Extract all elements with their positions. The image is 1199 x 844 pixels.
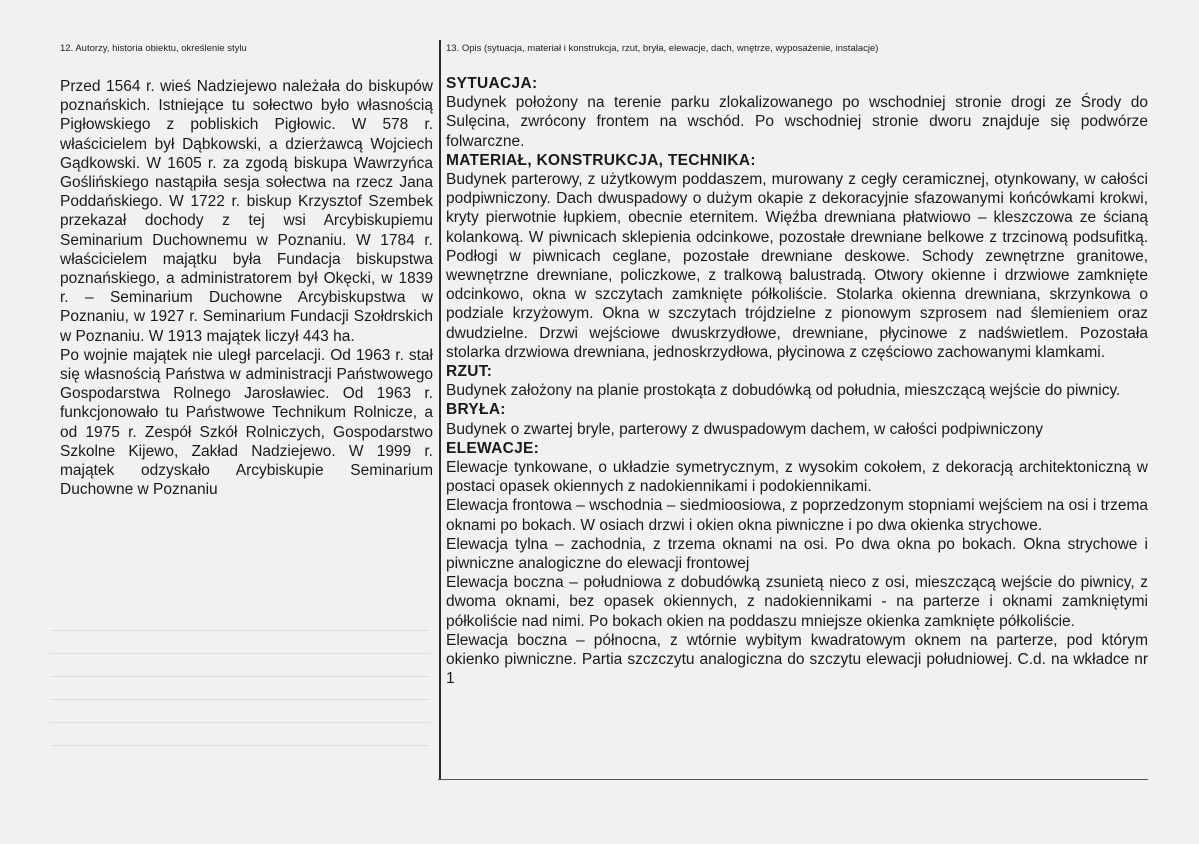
- rzut-heading: RZUT:: [446, 363, 493, 381]
- sytuacja-heading: SYTUACJA:: [446, 75, 538, 92]
- history-paragraph-2: Po wojnie majątek nie uległ parcelacji. Od 1963 r. stał się własnością Państwa w administracji Państwowego Gospodarstwa Rolnego Jarosławiec. Od 1963 r. funkcjonowało tu Państwowe Technikum Rolnicze, a od 1975 r. Zespół Szkół Rolniczych, Gospodarstwo Szkolne Kijewo, Zakład Nadziejewo. W 1999 r. majątek odzyskało Arcybiskupie Seminarium Duchowne w Poznaniu: [60, 346, 433, 499]
- sytuacja-text: Budynek położony na terenie parku zlokalizowanego po wschodniej stronie drogi ze Środy do Sulęcina, zwrócony frontem na wschód. Po wschodniej stronie dworu znajduje się podwórze folwarczne.: [446, 94, 1148, 150]
- material-text: Budynek parterowy, z użytkowym poddaszem, murowany z cegły ceramicznej, otynkowany, w całości podpiwniczony. Dach dwuspadowy o dużym okapie z dekoracyjnie sfazowanymi końcówkami krokwi, kryty pierwotnie łupkiem, obecnie eternitem. Więźba drewniana płatwiowo – kleszczowa ze ścianą kolankową. W piwnicach sklepienia odcinkowe, pozostałe drewniane belkowe z trzcinową podsufitką. Podłogi w piwnicach ceglane, pozostałe drewniane deskowe. Schody zewnętrzne granitowe, wewnętrzne drewniane, policzkowe, z tralkową balustradą. Otwory okienne i drzwiowe zamknięte odcinkowo, okna w szczytach zamknięte półkoliście. Stolarka okienna drewniana, skrzynkowa o podziale krzyżowym. Okna w szczytach trójdzielne z pionowym szprosem nad ślemieniem oraz dwudzielne. Drzwi wejściowe dwuskrzydłowe, drewniane, płycinowe z nadświetlem. Pozostała stolarka drzwiowa drewniana, jednoskrzydłowa, płycinowa z częściowo zachowanymi klamkami.: [446, 171, 1148, 361]
- history-column: [60, 77, 433, 499]
- bottom-rule: [438, 779, 1148, 780]
- elewacje-heading: ELEWACJE:: [446, 439, 540, 457]
- description-column: [446, 74, 1148, 689]
- left-column-header: 12. Autorzy, historia obiektu, określenie stylu: [60, 43, 247, 54]
- history-paragraph-1: Przed 1564 r. wieś Nadziejewo należała do biskupów poznańskich. Istniejące tu sołectwo było własnością Pigłowskiego z pobliskich Pigłowic. W 578 r. właścicielem był Dąbkowski, a dzierżawcą Wojciech Gądkowski. W 1605 r. za zgodą biskupa Wawrzyńca Goślińskiego nastąpiła sesja sołectwa na rzecz Jana Poddańskiego. W 1722 r. biskup Krzysztof Szembek przekazał dochody z tej wsi Arcybiskupiemu Seminarium Duchownemu w Poznaniu. W 1784 r. właścicielem majątku była Fundacja biskupstwa poznańskiego, a administratorem był Okęcki, w 1839 r. – Seminarium Duchowne Arcybiskupstwa w Poznaniu, w 1927 r. Seminarium Fundacji Szołdrskich w Poznaniu. W 1913 majątek liczył 443 ha.: [60, 78, 433, 345]
- elewacje-paragraph-5: Elewacja boczna – północna, z wtórnie wybitym kwadratowym oknem na parterze, pod którym okienko piwniczne. Partia szczczytu analogiczna do szczytu elewacji południowej. C.d. na wkładce nr 1: [446, 631, 1148, 688]
- faint-background-lines: [50, 630, 430, 780]
- elewacje-paragraph-4: Elewacja boczna – południowa z dobudówką zsunietą nieco z osi, mieszczącą wejście do piwnicy, z dwoma oknami, bez opasek okiennych, z nadokiennikami - na parterze i oknami zamkniętymi półkoliście nad nimi. Po bokach okien na poddaszu mniejsze okienka zamknięte półkoliście.: [446, 574, 1148, 630]
- material-heading: MATERIAŁ, KONSTRUKCJA, TECHNIKA:: [446, 151, 756, 169]
- right-column-header: 13. Opis (sytuacja, materiał i konstrukcja, rzut, bryła, elewacje, dach, wnętrze, wyposażenie, instalacje): [446, 43, 879, 54]
- elewacje-paragraph-1: Elewacje tynkowane, o układzie symetrycznym, z wysokim cokołem, z dekoracją architektoniczną w postaci opasek okiennych z nadokiennikami i podokiennikami.: [446, 459, 1148, 496]
- column-divider: [439, 40, 441, 780]
- bryla-heading: BRYŁA:: [446, 401, 506, 419]
- elewacje-paragraph-3: Elewacja tylna – zachodnia, z trzema oknami na osi. Po dwa okna po bokach. Okna strychowe i piwniczne analogiczne do elewacji frontowej: [446, 535, 1148, 573]
- bryla-text: Budynek o zwartej bryle, parterowy z dwuspadowym dachem, w całości podpiwniczony: [446, 420, 1044, 438]
- rzut-text: Budynek założony na planie prostokąta z dobudówką od południa, mieszczącą wejście do piwnicy.: [446, 382, 1121, 400]
- elewacje-paragraph-2: Elewacja frontowa – wschodnia – siedmioosiowa, z poprzedzonym stopniami wejściem na osi i trzema oknami po bokach. W osiach drzwi i okien okna piwniczne i po dwa okienka strychowe.: [446, 497, 1148, 534]
